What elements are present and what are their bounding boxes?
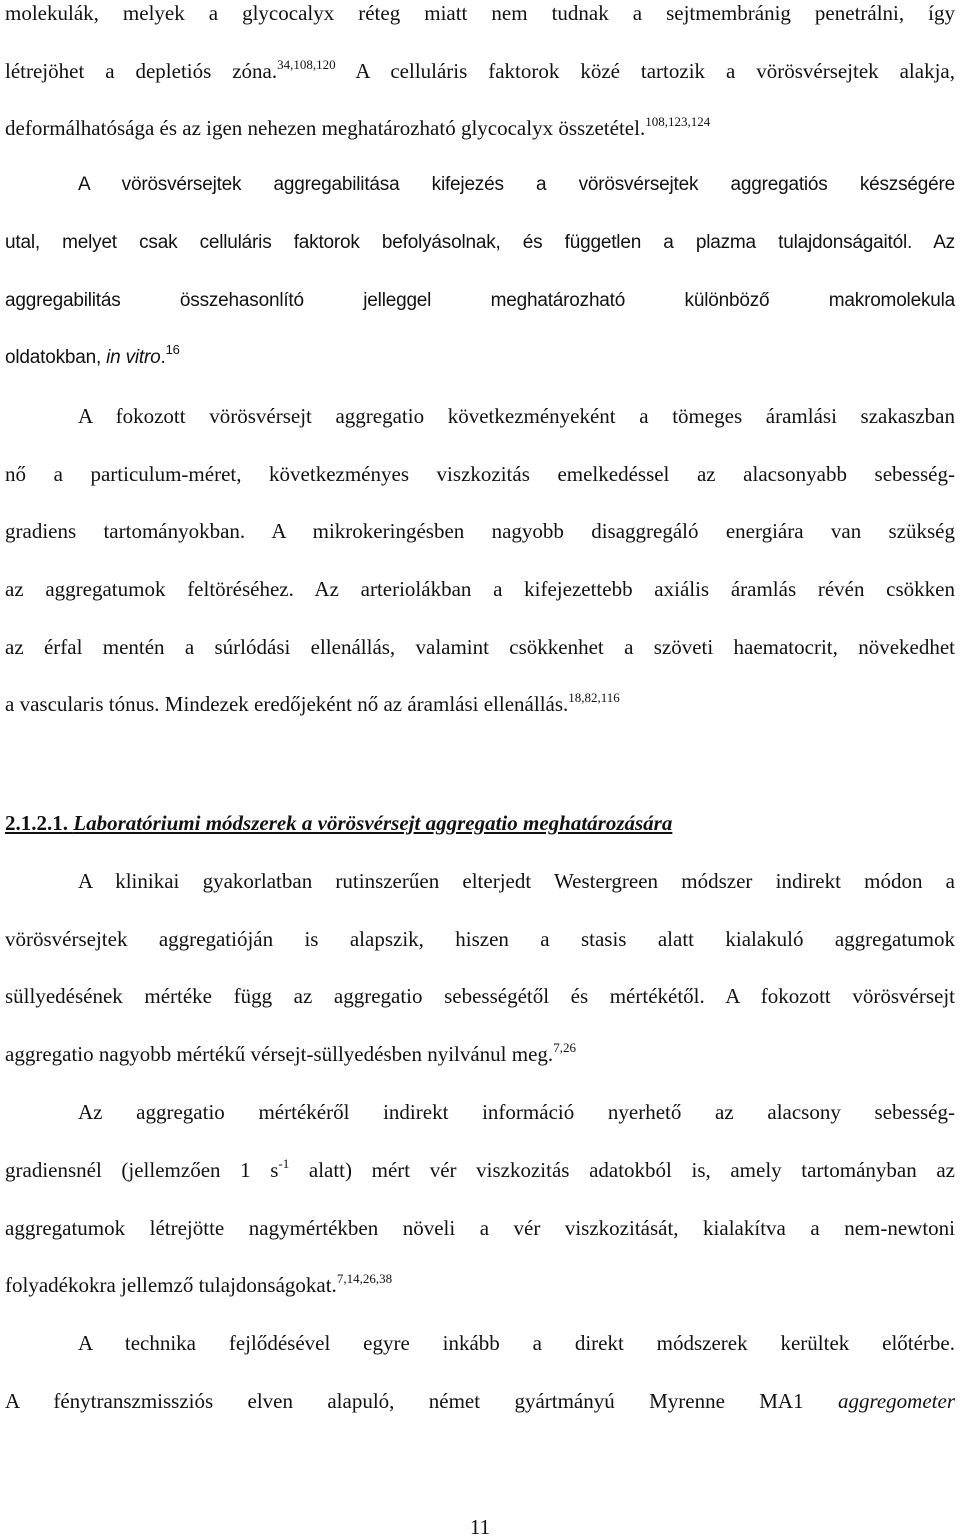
text-line: a vascularis tónus. Mindezek eredőjeként nő az áramlási ellenállás.$^{18,82,116}$ — [5, 690, 620, 716]
citation: 34,108,120 — [277, 57, 336, 72]
text-line: utal, melyet csak celluláris faktorok befolyásolnak, és független a plazma tulajdonságaitól. Az — [5, 232, 955, 253]
text-line: az aggregatumok feltöréséhez. Az arteriolákban a kifejezettebb axiális áramlás révén csökken — [5, 577, 955, 601]
text-line: aggregabilitás összehasonlító jelleggel meghatározható különböző makromolekula — [5, 290, 955, 311]
citation: 7,26 — [553, 1040, 576, 1055]
text-line: az érfal mentén a súrlódási ellenállás, valamint csökkenhet a szöveti haematocrit, növekedhet — [5, 635, 955, 659]
text-line: gradiensnél (jellemzően 1 $s^{-1}$ alatt) mért vér viszkozitás adatokból is, amely tartományban az — [5, 1156, 955, 1182]
italic-term: in vitro — [106, 347, 161, 368]
text-line: A fénytranszmissziós elven alapuló, német gyártmányú Myrenne MA1 aggregometer — [5, 1389, 955, 1413]
text-line: A klinikai gyakorlatban rutinszerűen elterjedt Westergreen módszer indirekt módon a — [78, 869, 955, 893]
citation: 18,82,116 — [568, 690, 620, 705]
text-line: molekulák, melyek a glycocalyx réteg miatt nem tudnak a sejtmembránig penetrálni, így — [5, 1, 955, 25]
text-line: aggregatumok létrejötte nagymértékben növeli a vér viszkozitását, kialakítva a nem-newtoni — [5, 1216, 955, 1240]
italic-term: aggregometer — [837, 1389, 955, 1413]
text-line: létrejöhet a depletiós zóna.$^{34,108,120}$ A celluláris faktorok közé tartozik a vörösvérsejtek alakja, — [5, 57, 955, 83]
text-line: vörösvérsejtek aggregatióján is alapszik, hiszen a stasis alatt kialakuló aggregatumok — [5, 927, 955, 951]
section-heading: 2.1.2.1. Laboratóriumi módszerek a vörösvérsejt aggregatio meghatározására — [5, 811, 673, 835]
text-line: oldatokban, in vitro.$^{16}$ — [5, 342, 180, 368]
text-line: gradiens tartományokban. A mikrokeringésben nagyobb disaggregáló energiára van szükség — [5, 519, 955, 543]
text-line: deformálhatósága és az igen nehezen meghatározható glycocalyx összetétel.$^{108,123,124}$ — [5, 114, 711, 140]
page-number: 11 — [469, 1515, 491, 1539]
text-line: süllyedésének mértéke függ az aggregatio sebességétől és mértékétől. A fokozott vörösvérsejt — [5, 984, 955, 1008]
text-line: A technika fejlődésével egyre inkább a direkt módszerek kerültek előtérbe. — [78, 1331, 955, 1355]
citation: 7,14,26,38 — [336, 1271, 393, 1286]
superscript: -1 — [278, 1156, 290, 1171]
citation: 16 — [165, 342, 180, 357]
text-line: nő a particulum-méret, következményes viszkozitás emelkedéssel az alacsonyabb sebesség- — [5, 462, 955, 486]
text-line: aggregatio nagyobb mértékű vérsejt-süllyedésben nyilvánul meg.$^{7,26}$ — [5, 1040, 576, 1066]
text-line: folyadékokra jellemző tulajdonságokat.$^{7,14,26,38}$ — [5, 1271, 393, 1297]
text-line: A fokozott vörösvérsejt aggregatio következményeként a tömeges áramlási szakaszban — [78, 404, 955, 428]
text-line: Az aggregatio mértékéről indirekt információ nyerhető az alacsony sebesség- — [78, 1100, 955, 1124]
text-line: A vörösvérsejtek aggregabilitása kifejezés a vörösvérsejtek aggregatiós készségére — [78, 174, 955, 195]
citation: 108,123,124 — [645, 114, 711, 129]
